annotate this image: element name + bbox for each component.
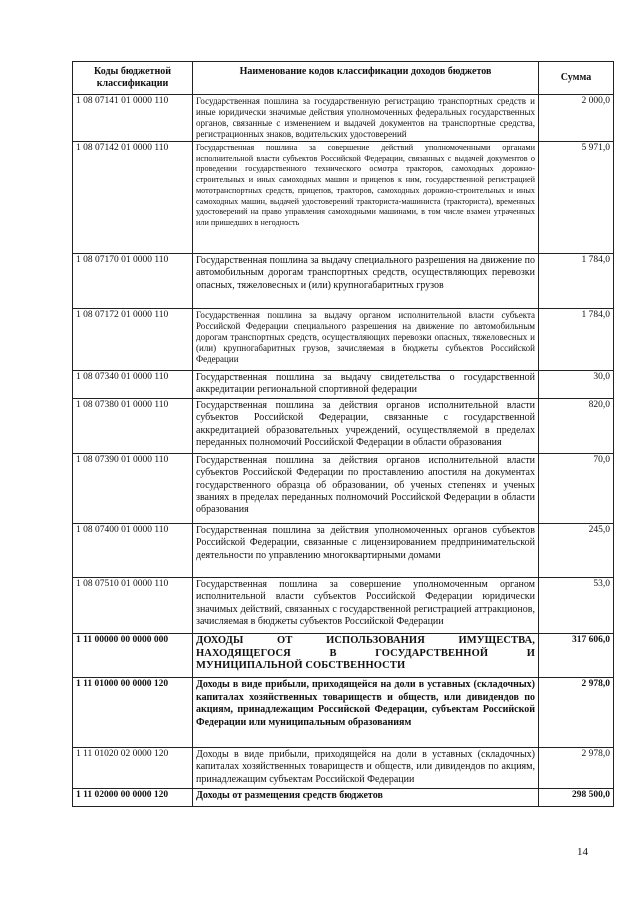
table-row [73, 454, 614, 524]
row-name: ДОХОДЫ ОТ ИСПОЛЬЗОВАНИЯ ИМУЩЕСТВА, НАХОДЯЩЕГОСЯ В ГОСУДАРСТВЕННОЙ И МУНИЦИПАЛЬНОЙ СОБСТВЕННОСТИ [193, 634, 539, 678]
row-sum: 30,0 [539, 371, 614, 399]
row-code: 1 11 01020 02 0000 120 [73, 748, 193, 789]
table-row [73, 95, 614, 142]
row-sum: 70,0 [539, 454, 614, 524]
budget-revenue-table [72, 61, 614, 807]
row-code: 1 08 07390 01 0000 110 [73, 454, 193, 524]
row-sum: 1 784,0 [539, 309, 614, 371]
row-code: 1 11 02000 00 0000 120 [73, 789, 193, 807]
header-sum: Сумма [539, 62, 614, 95]
row-name: Государственная пошлина за действия органов исполнительной власти субъектов Российской Федерации, связанные с государственной аккредитацией образовательных учреждений, осуществляемой в пределах переданных полномочий Российской Федерации в области образования [193, 399, 539, 454]
page-number: 14 [577, 846, 588, 858]
row-sum: 53,0 [539, 578, 614, 634]
row-sum: 1 784,0 [539, 254, 614, 309]
row-name: Доходы в виде прибыли, приходящейся на доли в уставных (складочных) капиталах хозяйственных товариществ и обществ, или дивидендов по акциям, принадлежащим субъектам Российской Федерации [193, 748, 539, 789]
row-name: Государственная пошлина за выдачу органом исполнительной власти субъекта Российской Федерации специального разрешения на движение по автомобильным дорогам транспортных средств, осуществляющих перевозки опасных, тяжеловесных и (или) крупногабаритных грузов, зачисляемая в бюджеты субъектов Российской Федерации [193, 309, 539, 371]
row-code: 1 08 07340 01 0000 110 [73, 371, 193, 399]
header-code: Коды бюджетной классификации [73, 62, 193, 95]
row-name: Государственная пошлина за действия уполномоченных органов субъектов Российской Федерации, связанные с лицензированием предпринимательской деятельности по управлению многоквартирными домами [193, 524, 539, 578]
table-row [73, 142, 614, 254]
table-row [73, 524, 614, 578]
row-code: 1 11 01000 00 0000 120 [73, 678, 193, 748]
row-code: 1 08 07400 01 0000 110 [73, 524, 193, 578]
table-row-section [73, 789, 614, 807]
row-name: Доходы от размещения средств бюджетов [193, 789, 539, 807]
table-header-row [73, 62, 614, 95]
table-row [73, 399, 614, 454]
row-name: Государственная пошлина за действия органов исполнительной власти субъектов Российской Федерации по проставлению апостиля на документах государственного образца об образовании, об ученых степенях и ученых званиях в пределах переданных полномочий Российской Федерации в области образования [193, 454, 539, 524]
header-name: Наименование кодов классификации доходов бюджетов [193, 62, 539, 95]
table-row [73, 748, 614, 789]
row-name: Государственная пошлина за выдачу свидетельства о государственной аккредитации региональной спортивной федерации [193, 371, 539, 399]
row-sum: 5 971,0 [539, 142, 614, 254]
row-sum: 2 000,0 [539, 95, 614, 142]
row-sum: 298 500,0 [539, 789, 614, 807]
row-code: 1 08 07510 01 0000 110 [73, 578, 193, 634]
row-name: Государственная пошлина за совершение уполномоченным органом исполнительной власти субъектов Российской Федерации юридически значимых действий, связанных с государственной регистрацией аттракционов, зачисляемая в бюджеты субъектов Российской Федерации [193, 578, 539, 634]
table-row [73, 254, 614, 309]
row-code: 1 11 00000 00 0000 000 [73, 634, 193, 678]
table-row [73, 371, 614, 399]
row-name: Государственная пошлина за совершение действий уполномоченными органами исполнительной власти субъектов Российской Федерации, связанных с выдачей документов о проведении государственного технического осмотра тракторов, самоходных дорожно-строительных и иных самоходных машин и прицепов к ним, государственной регистрацией мототранспортных средств, прицепов, тракторов, самоходных дорожно-строительных и иных самоходных машин, выдачей удостоверений тракториста-машиниста (тракториста), временных удостоверений на право управления самоходными машинами, в том числе взамен утраченных или пришедших в негодность [193, 142, 539, 254]
row-sum: 2 978,0 [539, 748, 614, 789]
row-code: 1 08 07142 01 0000 110 [73, 142, 193, 254]
row-name: Государственная пошлина за государственную регистрацию транспортных средств и иные юридически значимые действия уполномоченных федеральных государственных органов, связанные с изменением и выдачей документов на транспортные средства, регистрационных знаков, водительских удостоверений [193, 95, 539, 142]
row-code: 1 08 07172 01 0000 110 [73, 309, 193, 371]
row-code: 1 08 07380 01 0000 110 [73, 399, 193, 454]
row-code: 1 08 07141 01 0000 110 [73, 95, 193, 142]
table-row-section [73, 634, 614, 678]
row-code: 1 08 07170 01 0000 110 [73, 254, 193, 309]
row-name: Государственная пошлина за выдачу специального разрешения на движение по автомобильным дорогам транспортных средств, осуществляющих перевозки опасных, тяжеловесных и (или) крупногабаритных грузов [193, 254, 539, 309]
row-sum: 317 606,0 [539, 634, 614, 678]
table-row [73, 578, 614, 634]
table-row-section [73, 678, 614, 748]
table-row [73, 309, 614, 371]
row-sum: 820,0 [539, 399, 614, 454]
row-sum: 2 978,0 [539, 678, 614, 748]
row-name: Доходы в виде прибыли, приходящейся на доли в уставных (складочных) капиталах хозяйственных товариществ и обществ, или дивидендов по акциям, принадлежащим Российской Федерации, субъектам Российской Федерации или муниципальным образованиям [193, 678, 539, 748]
row-sum: 245,0 [539, 524, 614, 578]
